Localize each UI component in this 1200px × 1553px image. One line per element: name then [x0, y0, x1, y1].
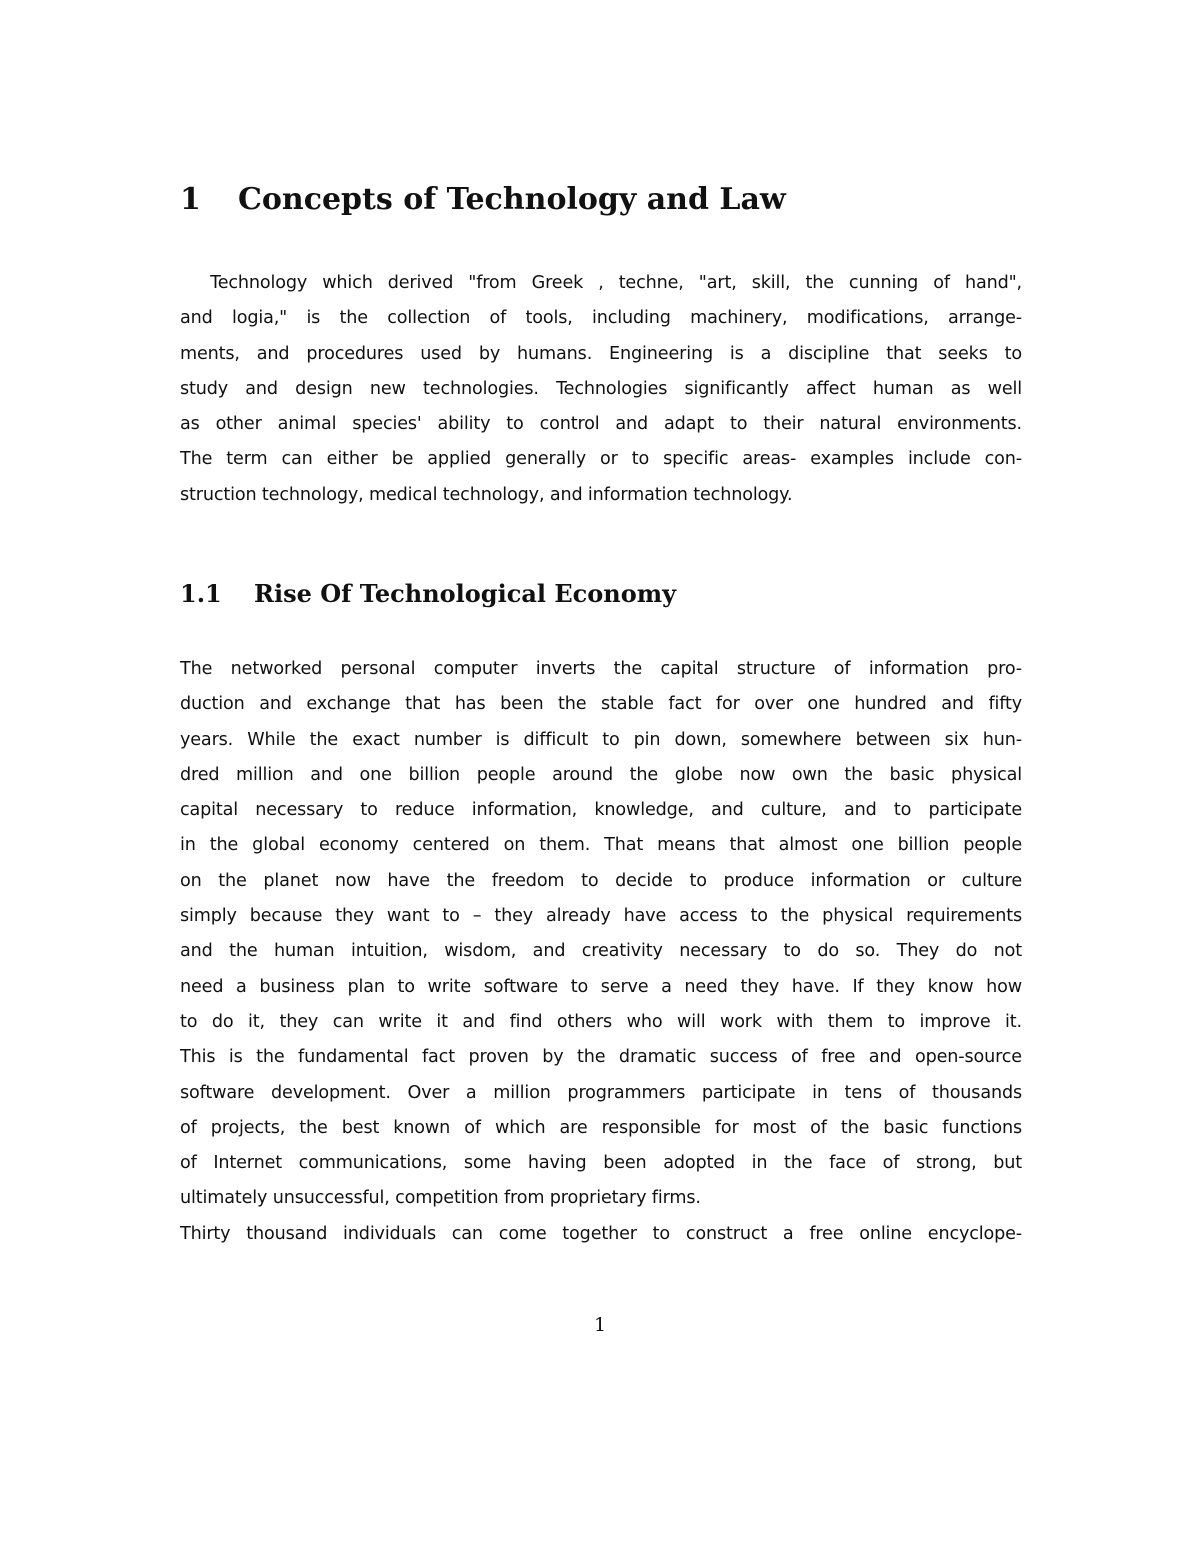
section-paragraph: [180, 266, 1022, 513]
paragraph-line: years. While the exact number is difficult to pin down, somewhere between six hun-: [180, 729, 1022, 750]
paragraph-line: as other animal species' ability to control and adapt to their natural environments.: [180, 414, 1022, 435]
paragraph-line: duction and exchange that has been the stable fact for over one hundred and fifty: [180, 694, 1022, 715]
section-title: Concepts of Technology and Law: [238, 182, 786, 217]
paragraph-line: software development. Over a million programmers participate in tens of thousands: [180, 1082, 1022, 1103]
subsection-heading: [180, 576, 1040, 612]
paragraph-line: ments, and procedures used by humans. Engineering is a discipline that seeks to: [180, 343, 1022, 364]
paragraph-line: The term can either be applied generally or to specific areas- examples include con-: [180, 449, 1022, 470]
subsection-title: Rise Of Technological Economy: [254, 579, 677, 608]
paragraph-line: capital necessary to reduce information, knowledge, and culture, and to participate: [180, 800, 1022, 821]
paragraph-line: struction technology, medical technology, and information technology.: [180, 484, 793, 505]
paragraph-line: of Internet communications, some having been adopted in the face of strong, but: [180, 1153, 1022, 1174]
section-number: 1: [180, 182, 201, 217]
paragraph-line: Technology which derived "from Greek , techne, "art, skill, the cunning of hand",: [180, 273, 1022, 293]
subsection-paragraph: [180, 652, 1022, 1252]
paragraph-line: study and design new technologies. Technologies significantly affect human as well: [180, 378, 1022, 399]
paragraph-line: simply because they want to – they already have access to the physical requirements: [180, 906, 1022, 927]
paragraph-line: The networked personal computer inverts the capital structure of information pro-: [180, 659, 1022, 679]
paragraph-line: Thirty thousand individuals can come together to construct a free online encyclope-: [180, 1223, 1022, 1244]
paragraph-line: and the human intuition, wisdom, and creativity necessary to do so. They do not: [180, 941, 1022, 962]
paragraph-line: ultimately unsuccessful, competition from proprietary firms.: [180, 1188, 701, 1209]
paragraph-line: need a business plan to write software to serve a need they have. If they know how: [180, 976, 1022, 997]
page-number: 1: [593, 1314, 607, 1336]
subsection-number: 1.1: [180, 579, 222, 608]
paragraph-line: of projects, the best known of which are responsible for most of the basic functions: [180, 1117, 1022, 1138]
paragraph-line: to do it, they can write it and find others who will work with them to improve it.: [180, 1011, 1022, 1032]
section-heading: [180, 178, 1040, 222]
paragraph-line: This is the fundamental fact proven by the dramatic success of free and open-source: [180, 1047, 1022, 1068]
paragraph-line: and logia," is the collection of tools, including machinery, modifications, arrange-: [180, 308, 1022, 329]
paragraph-line: dred million and one billion people around the globe now own the basic physical: [180, 764, 1022, 785]
paragraph-line: on the planet now have the freedom to decide to produce information or culture: [180, 870, 1022, 891]
paragraph-line: in the global economy centered on them. That means that almost one billion people: [180, 835, 1022, 856]
